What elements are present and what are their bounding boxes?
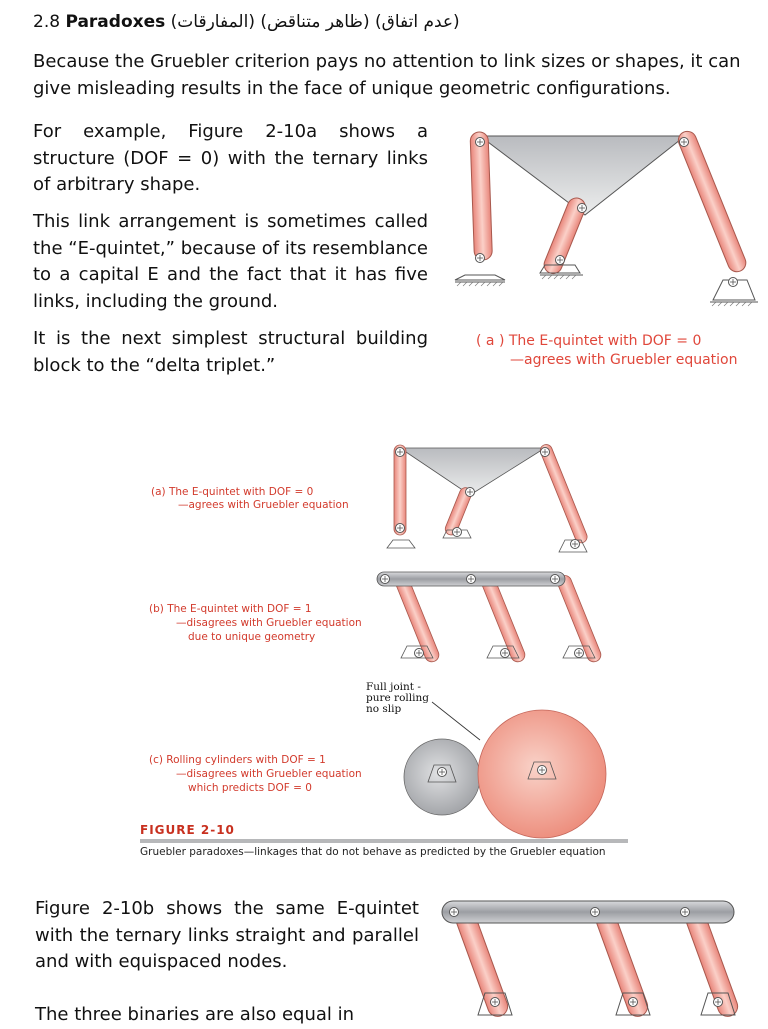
figure-number: FIGURE 2-10 bbox=[140, 823, 235, 837]
figure-a-label-line1: (a) The E-quintet with DOF = 0 bbox=[151, 486, 314, 498]
figure-b-label-line3: due to unique geometry bbox=[188, 631, 316, 643]
section-title: Paradoxes bbox=[65, 12, 166, 32]
e-quintet-diagram-b bbox=[375, 568, 605, 678]
arabic-term-2: (ظاهر متناقض) bbox=[260, 12, 370, 32]
figure-rule bbox=[140, 839, 628, 843]
arabic-term-1: (المفارقات) bbox=[170, 12, 255, 32]
paragraph-delta-triplet: It is the next simplest structural building block to the “delta triplet.” bbox=[33, 328, 428, 376]
e-quintet-diagram-a bbox=[385, 440, 595, 555]
rolling-note-line1: Full joint - bbox=[366, 681, 421, 693]
top-figure-caption-line1: ( a ) The E-quintet with DOF = 0 bbox=[476, 333, 702, 349]
figure-a-label-line2: —agrees with Gruebler equation bbox=[178, 499, 349, 511]
figure-c-label-line1: (c) Rolling cylinders with DOF = 1 bbox=[149, 754, 326, 766]
figure-c-label-line3: which predicts DOF = 0 bbox=[188, 782, 312, 794]
paragraph-binaries: The three binaries are also equal in bbox=[35, 1004, 355, 1025]
figure-caption: Gruebler paradoxes—linkages that do not behave as predicted by the Gruebler equation bbox=[140, 846, 606, 858]
figure-c-label-line2: —disagrees with Gruebler equation bbox=[176, 768, 362, 780]
paragraph-figure-b: Figure 2-10b shows the same E-quintet with the ternary links straight and parallel and with equispaced nodes. bbox=[35, 898, 419, 972]
top-figure-caption-line2: —agrees with Gruebler equation bbox=[510, 352, 738, 368]
rolling-cylinders-diagram bbox=[400, 690, 615, 840]
e-quintet-diagram-b-large bbox=[440, 895, 760, 1025]
paragraph-e-quintet: This link arrangement is sometimes called the “E-quintet,” because of its resemblance to a capital E and the fact that it has five links, including the ground. bbox=[33, 211, 428, 312]
section-heading bbox=[33, 10, 460, 34]
intro-paragraph: Because the Gruebler criterion pays no attention to link sizes or shapes, it can give misleading results in the face of unique geometric configurations. bbox=[33, 51, 741, 99]
figure-b-label-line2: —disagrees with Gruebler equation bbox=[176, 617, 362, 629]
rolling-note-line3: no slip bbox=[366, 703, 402, 715]
e-quintet-diagram-top bbox=[455, 120, 765, 320]
figure-b-label-line1: (b) The E-quintet with DOF = 1 bbox=[149, 603, 312, 615]
rolling-note-line2: pure rolling bbox=[366, 692, 429, 704]
arabic-term-3: (عدم اتفاق) bbox=[375, 12, 460, 32]
paragraph-example: For example, Figure 2-10a shows a structure (DOF = 0) with the ternary links of arbitrary shape. bbox=[33, 121, 428, 195]
section-number: 2.8 bbox=[33, 12, 61, 32]
